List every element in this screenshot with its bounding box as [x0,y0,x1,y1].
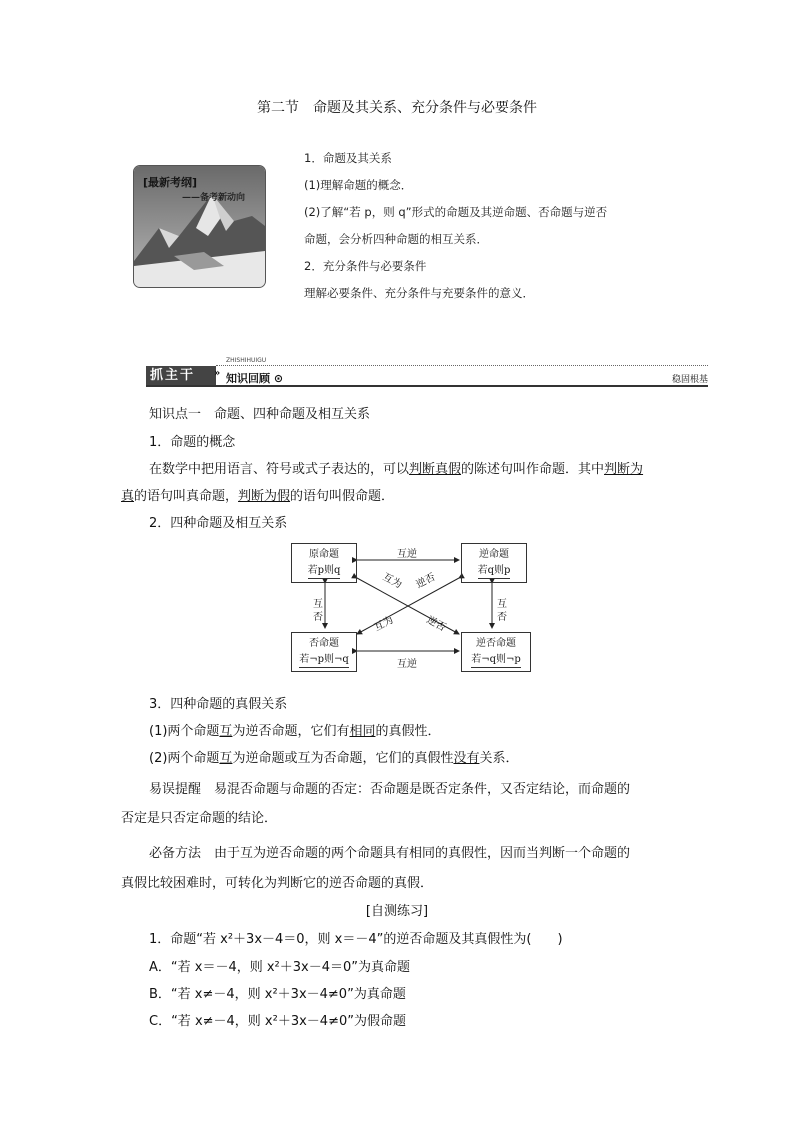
label-top: 互逆 [397,549,417,560]
label-diag2-b: 逆否 [424,614,448,634]
req-line-1: 1．命题及其关系 [304,151,392,165]
kp1-heading: 知识点一 命题、四种命题及相互关系 [149,407,371,422]
kp1-s2-title: 2．四种命题及相互关系 [149,516,288,531]
mistake-note-line1: 易误提醒 易混否命题与命题的否定：否命题是既否定条件，又否定结论，而命题的 [149,782,631,797]
banner-label: [最新考纲] [143,176,198,189]
kp1-s3-line1: (1)两个命题互为逆否命题，它们有相同的真假性． [149,724,441,739]
label-left-2: 否 [313,612,323,623]
label-bottom: 互逆 [397,659,417,670]
kp1-s3-line2: (2)两个命题互为逆命题或互为否命题，它们的真假性没有关系． [149,751,519,766]
section-tag: 抓主干 [146,366,216,385]
section-right-label: 稳固根基 [671,375,708,385]
req-line-4: 命题，会分析四种命题的相互关系． [304,232,488,246]
page-title: 第二节 命题及其关系、充分条件与必要条件 [257,100,537,116]
label-diag1-b: 逆否 [414,571,438,591]
req-line-6: 理解必要条件、充分条件与充要条件的意义． [304,286,534,300]
box-original: 原命题 若p则q [291,543,357,583]
req-line-3: (2)了解“若 p，则 q”形式的命题及其逆命题、否命题与逆否 [304,205,608,219]
banner-image [133,165,266,288]
box-contrapositive: 逆否命题 若¬q则¬p [461,632,531,672]
banner-sub: ——备考新动向 [182,193,246,203]
exercise-option-b: B．“若 x≠－4，则 x²＋3x－4≠0”为真命题 [149,987,406,1002]
label-right-1: 互 [497,599,507,610]
section-title: 知识回顾 ⊙ [226,372,284,385]
exercise-option-a: A．“若 x＝－4，则 x²＋3x－4＝0”为真命题 [149,960,411,975]
kp1-s1-line2: 真的语句叫真命题，判断为假的语句叫假命题． [121,489,395,504]
box-inverse: 否命题 若¬p则¬q [291,632,357,672]
req-line-5: 2．充分条件与必要条件 [304,259,427,273]
section-pinyin: ZHISHIHUIGU [226,357,267,364]
section-arrow: » [214,368,221,379]
exercise-option-c: C．“若 x≠－4，则 x²＋3x－4≠0”为假命题 [149,1014,406,1029]
box-converse: 逆命题 若q则p [461,543,527,583]
kp1-s1-title: 1．命题的概念 [149,435,236,450]
method-note-line2: 真假比较困难时，可转化为判断它的逆否命题的真假． [121,876,434,891]
kp1-s3-title: 3．四种命题的真假关系 [149,697,288,712]
four-propositions-diagram [285,540,535,675]
mistake-note-line2: 否定是只否定命题的结论． [121,811,278,826]
section-bar [146,357,708,388]
kp1-s1-line1: 在数学中把用语言、符号或式子表达的，可以判断真假的陈述句叫作命题．其中判断为 [149,462,644,477]
label-left-1: 互 [313,599,323,610]
exercise-q1: 1．命题“若 x²＋3x－4＝0，则 x＝－4”的逆否命题及其真假性为( ) [149,932,563,947]
exercise-heading: [自测练习] [365,904,429,919]
label-diag1-a: 互为 [380,571,404,591]
req-line-2: (1)理解命题的概念． [304,178,413,192]
method-note-line1: 必备方法 由于互为逆否命题的两个命题具有相同的真假性，因而当判断一个命题的 [149,846,631,861]
label-diag2-a: 互为 [372,614,396,634]
label-right-2: 否 [497,612,507,623]
